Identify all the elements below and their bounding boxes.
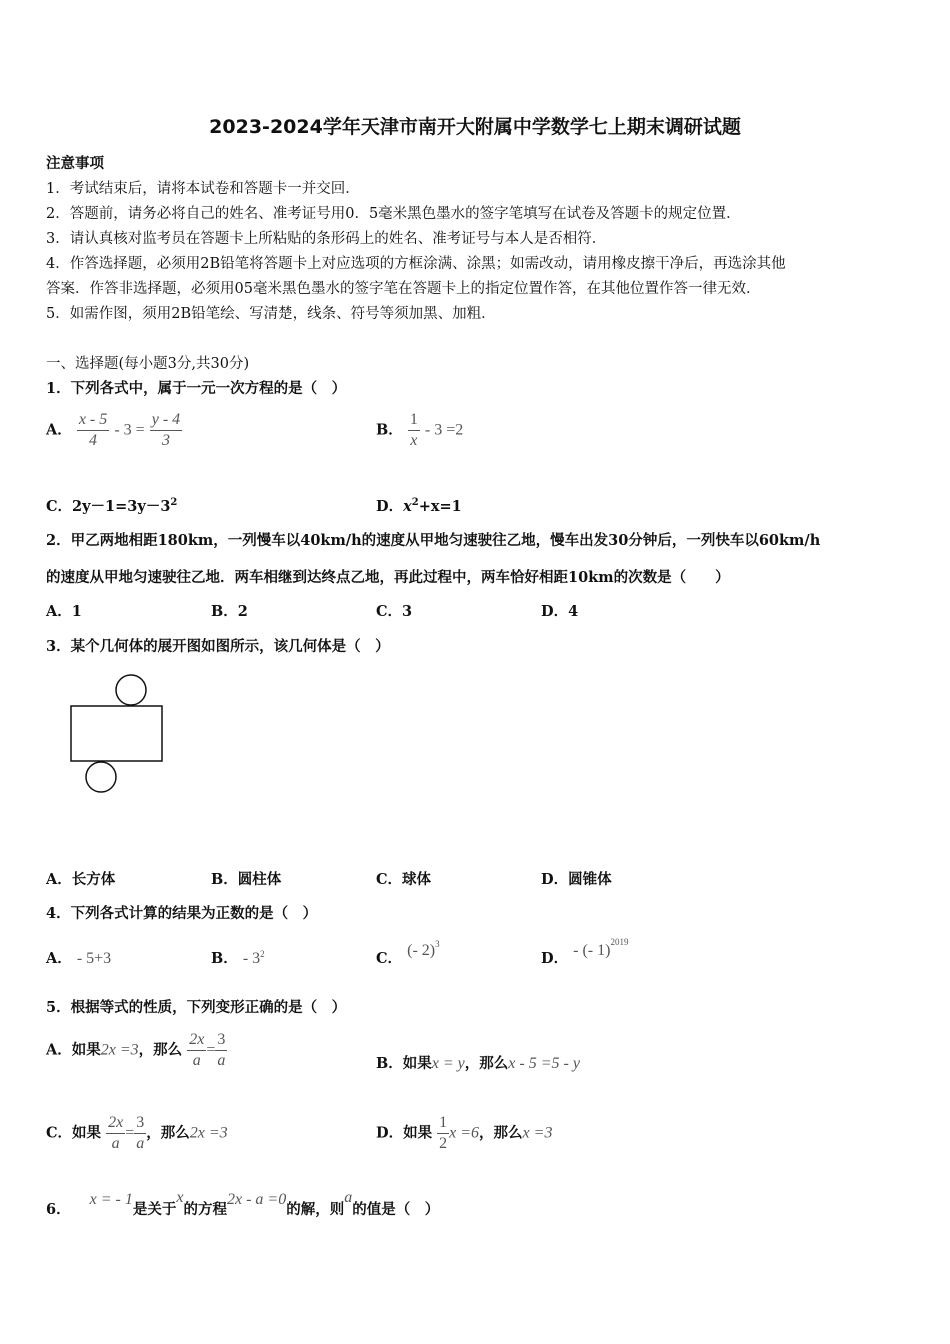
q5-option-c: C．如果 $\frac{2x}{a}$ = $\frac{3}{a}$ ，那么2x =3 — [46, 1114, 228, 1152]
q5-option-a: A．如果2x =3，那么 $\frac{2x}{a}$ = $\frac{3}{a}$ — [46, 1031, 226, 1069]
q5-option-b: B．如果x = y，那么x - 5 =5 - y — [376, 1055, 580, 1072]
notice-heading: 注意事项 — [46, 155, 104, 172]
notice-item: 答案．作答非选择题，必须用05毫米黑色墨水的签字笔在答题卡上的指定位置作答，在其他位置作答一律无效． — [46, 281, 761, 297]
q5-option-d: D．如果 $\frac{1}{2}$ x =6，那么x =3 — [376, 1114, 553, 1152]
q2-option-a: A．1 — [46, 603, 82, 620]
page-title: 2023-2024学年天津市南开大附属中学数学七上期末调研试题 — [209, 116, 741, 138]
question-6-stem: 6． x = - 1是关于x的方程2x - a =0的解，则a的值是（ ） — [46, 1189, 440, 1218]
q2-option-c: C．3 — [376, 603, 413, 620]
q4-option-a: A． - 5+3 — [46, 950, 112, 967]
question-2-line-2: 的速度从甲地匀速驶往乙地．两车相继到达终点乙地，再此过程中，两车恰好相距10km的次数是（ ） — [46, 569, 730, 586]
notice-item: 5．如需作图，须用2B铅笔绘、写清楚，线条、符号等须加黑、加粗． — [46, 306, 496, 322]
question-4-stem: 4．下列各式计算的结果为正数的是（ ） — [46, 905, 318, 922]
q1-option-b: B． $\frac{1}{x}$ - 3 =2 — [376, 411, 464, 449]
q3-option-c: C．球体 — [376, 871, 432, 888]
q1-option-a: A． $\frac{x - 5}{4}$ - 3 = $\frac{y - 4}{3}$ — [46, 411, 181, 449]
q1-option-d: D．$x^2+x=1$ — [376, 497, 462, 515]
lateral-rectangle — [71, 706, 162, 761]
question-2-line-1: 2．甲乙两地相距180km，一列慢车以40km/h的速度从甲地匀速驶往乙地，慢车出发30分钟后，一列快车以60km/h — [46, 532, 821, 549]
q4-option-d: D． - (- 1)$^{2019}$ — [541, 937, 629, 967]
notice-item: 4．作答选择题，必须用2B铅笔将答题卡上对应选项的方框涂满、涂黑；如需改动，请用橡皮擦干净后，再选涂其他 — [46, 256, 786, 272]
q1-option-c: C．$2y-1=3y-3^2$ — [46, 497, 178, 515]
bottom-circle — [86, 762, 116, 792]
q2-option-b: B．2 — [211, 603, 248, 620]
q3-option-a: A．长方体 — [46, 871, 116, 888]
q3-option-b: B．圆柱体 — [211, 871, 282, 888]
notice-item: 3．请认真核对监考员在答题卡上所粘贴的条形码上的姓名、准考证号与本人是否相符． — [46, 231, 607, 247]
q4-option-b: B． - $3^2$ — [211, 949, 265, 967]
section-heading: 一、选择题(每小题3分,共30分) — [46, 356, 250, 372]
cylinder-net-figure — [70, 673, 170, 797]
q4-option-c: C． (- 2)$^3$ — [376, 939, 440, 967]
top-circle — [116, 675, 146, 705]
question-5-stem: 5．根据等式的性质，下列变形正确的是（ ） — [46, 999, 347, 1016]
question-1-stem: 1．下列各式中，属于一元一次方程的是（ ） — [46, 380, 347, 397]
notice-item: 2．答题前，请务必将自己的姓名、准考证号用0．5毫米黑色墨水的签字笔填写在试卷及答题卡的规定位置． — [46, 206, 741, 222]
question-3-stem: 3．某个几何体的展开图如图所示，该几何体是（ ） — [46, 638, 390, 655]
notice-item: 1．考试结束后，请将本试卷和答题卡一并交回． — [46, 181, 360, 197]
q2-option-d: D．4 — [541, 603, 579, 620]
q3-option-d: D．圆锥体 — [541, 871, 612, 888]
